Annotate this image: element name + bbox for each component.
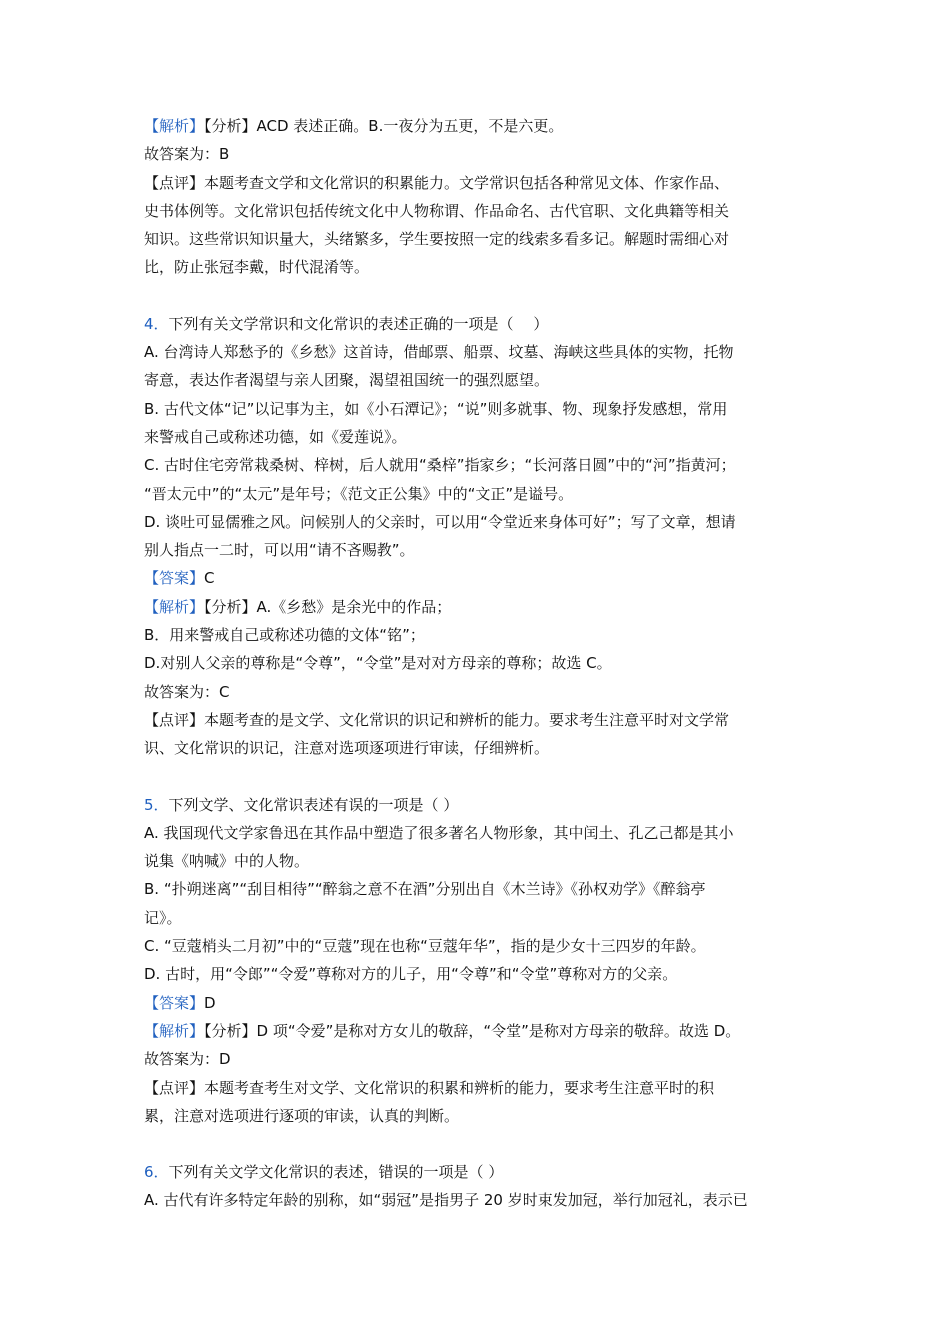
- section-tag: 【解析】: [144, 1021, 205, 1040]
- document-page: [144, 112, 808, 1215]
- section-tag: 【解析】: [144, 597, 205, 616]
- line-text: D: [204, 993, 216, 1012]
- question-section: [144, 310, 808, 763]
- question-text: 下列有关文学常识和文化常识的表述正确的一项是（ ）: [168, 314, 549, 333]
- line-text: 来警戒自己或称述功德，如《爱莲说》。: [144, 427, 407, 446]
- text-line: [144, 1102, 808, 1130]
- question-text: 下列文学、文化常识表述有误的一项是（ ）: [168, 795, 459, 814]
- text-line: [144, 1017, 808, 1045]
- question-number: 5．: [144, 795, 169, 814]
- line-text: B．用来警戒自己或称述功德的文体“铭”；: [144, 626, 425, 645]
- line-text: 史书体例等。文化常识包括传统文化中人物称谓、作品命名、古代官职、文化典籍等相关: [144, 201, 730, 220]
- text-line: [144, 932, 808, 960]
- text-line: [144, 451, 808, 479]
- text-line: [144, 678, 808, 706]
- text-line: [144, 395, 808, 423]
- line-text: 说集《呐喊》中的人物。: [144, 852, 310, 871]
- text-line: [144, 564, 808, 592]
- line-text: A. 台湾诗人郑愁予的《乡愁》这首诗，借邮票、船票、坟墓、海峡这些具体的实物，托物: [144, 343, 734, 362]
- line-text: 【分析】ACD 表述正确。B.一夜分为五更，不是六更。: [204, 117, 564, 135]
- text-line: [144, 169, 808, 197]
- line-text: 别人指点一二时，可以用“请不吝赐教”。: [144, 541, 415, 560]
- line-text: 【点评】本题考查考生对文学、文化常识的积累和辨析的能力，要求考生注意平时的积: [144, 1078, 715, 1097]
- line-text: 识、文化常识的识记，注意对选项逐项进行审读，仔细辨析。: [144, 739, 550, 758]
- text-line: [144, 875, 808, 903]
- line-text: “晋太元中”的“太元”是年号；《范文正公集》中的“文正”是谥号。: [144, 484, 574, 503]
- question-text: 下列有关文学文化常识的表述，错误的一项是（ ）: [168, 1163, 504, 1182]
- text-line: [144, 819, 808, 847]
- line-text: D. 谈吐可显儒雅之风。问候别人的父亲时，可以用“令堂近来身体可好”；写了文章，想请: [144, 512, 736, 531]
- text-line: [144, 1045, 808, 1073]
- question-title: [144, 1158, 808, 1186]
- text-line: [144, 112, 808, 140]
- section-gap: [144, 282, 808, 310]
- text-line: [144, 197, 808, 225]
- text-line: [144, 366, 808, 394]
- line-text: 【分析】D 项“令爱”是称对方女儿的敬辞，“令堂”是称对方母亲的敬辞。故选 D。: [204, 1021, 741, 1040]
- question-section: [144, 791, 808, 1131]
- text-line: [144, 904, 808, 932]
- question-title: [144, 310, 808, 338]
- text-line: [144, 1186, 808, 1214]
- question-section: [144, 1158, 808, 1215]
- line-text: 故答案为：C: [144, 682, 230, 701]
- line-text: A. 我国现代文学家鲁迅在其作品中塑造了很多著名人物形象，其中闰土、孔乙己都是其小: [144, 823, 734, 842]
- line-text: 寄意，表达作者渴望与亲人团聚，渴望祖国统一的强烈愿望。: [144, 371, 550, 390]
- line-text: 记》。: [144, 908, 182, 927]
- line-text: C: [204, 569, 215, 588]
- line-text: 故答案为：B: [144, 145, 230, 164]
- text-line: [144, 734, 808, 762]
- section-gap: [144, 1130, 808, 1158]
- text-line: [144, 536, 808, 564]
- text-line: [144, 140, 808, 168]
- line-text: C. “豆蔻梢头二月初”中的“豆蔻”现在也称“豆蔻年华”，指的是少女十三四岁的年龄。: [144, 937, 706, 956]
- text-line: [144, 253, 808, 281]
- question-number: 6．: [144, 1163, 169, 1182]
- text-line: [144, 649, 808, 677]
- question-section: [144, 112, 808, 282]
- section-gap: [144, 763, 808, 791]
- section-tag: 【答案】: [144, 569, 205, 588]
- line-text: D.对别人父亲的尊称是“令尊”，“令堂”是对对方母亲的尊称；故选 C。: [144, 654, 612, 673]
- text-line: [144, 706, 808, 734]
- line-text: B. “扑朔迷离”“刮目相待”“醉翁之意不在酒”分别出自《木兰诗》《孙权劝学》《醉翁亭: [144, 880, 706, 899]
- line-text: 知识。这些常识知识量大，头绪繁多，学生要按照一定的线索多看多记。解题时需细心对: [144, 230, 730, 249]
- line-text: 累，注意对选项进行逐项的审读，认真的判断。: [144, 1106, 460, 1125]
- line-text: 故答案为：D: [144, 1050, 231, 1069]
- text-line: [144, 338, 808, 366]
- line-text: B. 古代文体“记”以记事为主，如《小石潭记》；“说”则多就事、物、现象抒发感想，常用: [144, 399, 728, 418]
- line-text: 【点评】本题考查的是文学、文化常识的识记和辨析的能力。要求考生注意平时对文学常: [144, 710, 730, 729]
- section-tag: 【解析】: [144, 117, 205, 135]
- text-line: [144, 621, 808, 649]
- question-title: [144, 791, 808, 819]
- line-text: C. 古时住宅旁常栽桑树、梓树，后人就用“桑梓”指家乡；“长河落日圆”中的“河”指黄河；: [144, 456, 736, 475]
- line-text: 比，防止张冠李戴，时代混淆等。: [144, 258, 370, 277]
- section-tag: 【答案】: [144, 993, 205, 1012]
- text-line: [144, 1074, 808, 1102]
- text-line: [144, 847, 808, 875]
- line-text: 【点评】本题考查文学和文化常识的积累能力。文学常识包括各种常见文体、作家作品、: [144, 173, 730, 192]
- text-line: [144, 423, 808, 451]
- text-line: [144, 508, 808, 536]
- text-line: [144, 225, 808, 253]
- text-line: [144, 960, 808, 988]
- text-line: [144, 989, 808, 1017]
- text-line: [144, 593, 808, 621]
- text-line: [144, 480, 808, 508]
- question-number: 4．: [144, 314, 169, 333]
- line-text: A. 古代有许多特定年龄的别称，如“弱冠”是指男子 20 岁时束发加冠，举行加冠礼，表示已: [144, 1191, 748, 1210]
- line-text: 【分析】A.《乡愁》是余光中的作品；: [204, 597, 452, 616]
- line-text: D. 古时，用“令郎”“令爱”尊称对方的儿子，用“令尊”和“令堂”尊称对方的父亲。: [144, 965, 678, 984]
